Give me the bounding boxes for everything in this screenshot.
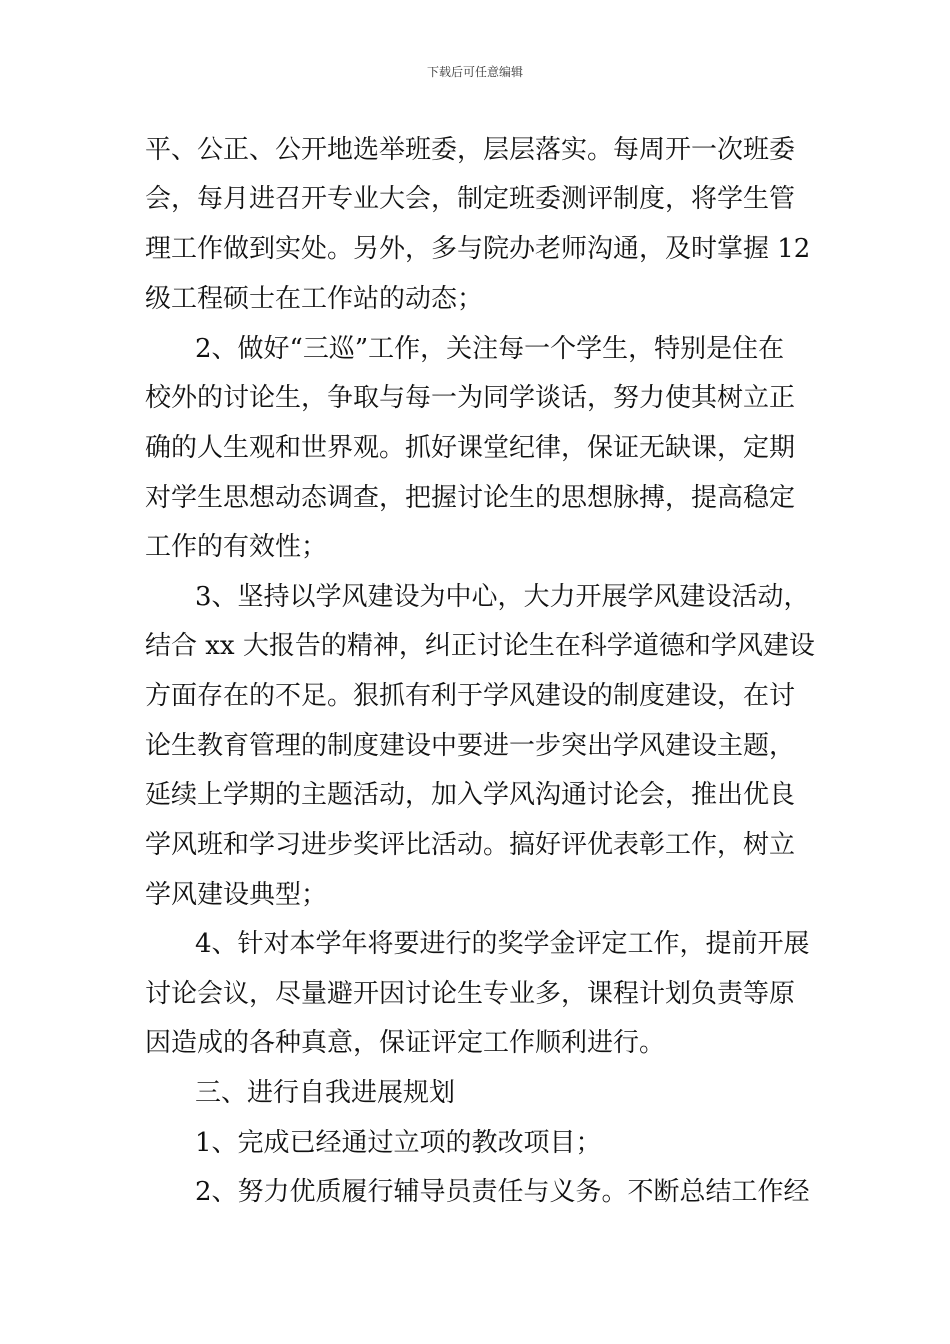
text-line: 延续上学期的主题活动，加入学风沟通讨论会，推出优良	[145, 780, 796, 810]
list-item: 1、完成已经通过立项的教改项目；	[195, 1128, 602, 1158]
text-line: 级工程硕士在工作站的动态；	[145, 284, 484, 314]
text-line: 理工作做到实处。另外，多与院办老师沟通，及时掌握 12	[145, 234, 811, 264]
text-line: 平、公正、公开地选举班委，层层落实。每周开一次班委	[145, 135, 796, 165]
list-item: 2、努力优质履行辅导员责任与义务。不断总结工作经	[195, 1177, 810, 1207]
paragraph-2-line: 2、做好“三巡”工作，关注每一个学生，特别是住在	[195, 334, 785, 364]
text-line: 会，每月进召开专业大会，制定班委测评制度，将学生管	[145, 184, 796, 214]
text-line: 对学生思想动态调查，把握讨论生的思想脉搏，提高稳定	[145, 483, 796, 513]
text-line: 方面存在的不足。狠抓有利于学风建设的制度建设，在讨	[145, 681, 796, 711]
text-line: 讨论会议，尽量避开因讨论生专业多，课程计划负责等原	[145, 979, 796, 1009]
text-line: 学风建设典型；	[145, 880, 328, 910]
text-line: 因造成的各种真意，保证评定工作顺利进行。	[145, 1028, 666, 1058]
text-line: 论生教育管理的制度建设中要进一步突出学风建设主题，	[145, 731, 796, 761]
section-heading: 三、进行自我进展规划	[195, 1078, 456, 1108]
paragraph-4-line: 4、针对本学年将要进行的奖学金评定工作，提前开展	[195, 929, 810, 959]
text-line: 校外的讨论生，争取与每一为同学谈话，努力使其树立正	[145, 383, 796, 413]
text-line: 学风班和学习进步奖评比活动。搞好评优表彰工作，树立	[145, 830, 796, 860]
text-line: 确的人生观和世界观。抓好课堂纪律，保证无缺课，定期	[145, 433, 796, 463]
text-line: 工作的有效性；	[145, 532, 328, 562]
text-line: 结合 xx 大报告的精神，纠正讨论生在科学道德和学风建设	[145, 631, 815, 661]
paragraph-3-line: 3、坚持以学风建设为中心，大力开展学风建设活动，	[195, 582, 810, 612]
page-header-note: 下载后可任意编辑	[426, 65, 523, 79]
